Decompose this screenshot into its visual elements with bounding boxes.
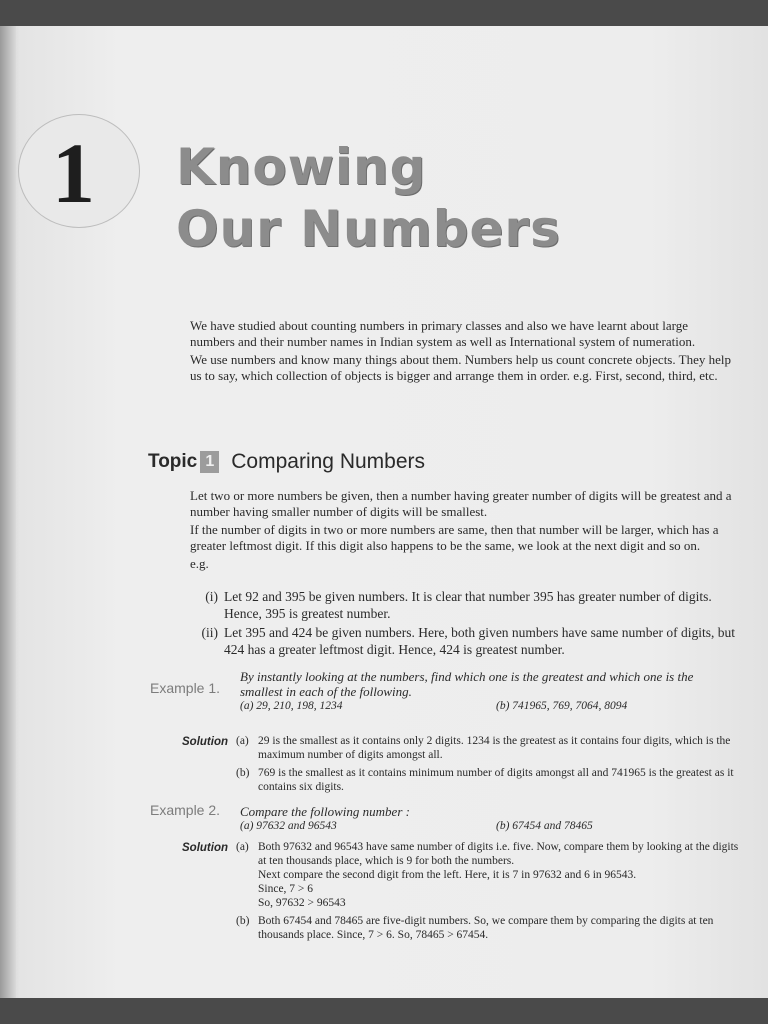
- solution-part-key: (a): [236, 735, 249, 747]
- solution-part: [236, 914, 748, 942]
- example-2-question-text: Compare the following number :: [240, 804, 410, 819]
- solution-part-text: 769 is the smallest as it contains minimum number of digits amongst all and 741965 is the greatest as it contains six digits.: [258, 767, 734, 793]
- example-1-options: [240, 699, 735, 714]
- topic-number-badge: 1: [200, 451, 219, 473]
- topic-heading: [148, 450, 425, 474]
- list-item-number: (i): [205, 589, 218, 604]
- list-item-text: Let 395 and 424 be given numbers. Here, both given numbers have same number of digits, but 424 has a greater leftmost digit. Hence, 424 is greatest number.: [224, 625, 736, 657]
- solution-part-key: (b): [236, 767, 250, 779]
- example-1-solution-label: Solution: [182, 736, 228, 748]
- list-item: [190, 588, 738, 622]
- example-1-option-b: (b) 741965, 769, 7064, 8094: [496, 700, 628, 712]
- chapter-number: 1: [52, 125, 95, 221]
- topic-word: Topic: [148, 451, 198, 472]
- example-1-question: [240, 669, 735, 714]
- example-2-option-a: (a) 97632 and 96543: [240, 820, 337, 832]
- example-1-solution: [236, 734, 748, 794]
- intro-section: [190, 318, 735, 384]
- chapter-title-line1: Knowing: [176, 138, 427, 196]
- solution-part: [236, 840, 748, 868]
- solution-line: So, 97632 > 96543: [258, 897, 346, 909]
- example-list: [190, 588, 738, 658]
- topic-body: [190, 488, 737, 572]
- book-page: [0, 26, 768, 998]
- example-1-question-text: By instantly looking at the numbers, find which one is the greatest and which one is the smallest in each of the following.: [240, 669, 694, 699]
- example-2-question: [240, 804, 735, 834]
- example-2-options: [240, 819, 735, 834]
- solution-part: [236, 734, 748, 762]
- solution-part-text: Both 67454 and 78465 are five-digit numbers. So, we compare them by comparing the digits at ten thousands place. Since, 7 > 6. So, 78465 > 67454.: [258, 915, 714, 941]
- list-item-text: Let 92 and 395 be given numbers. It is clear that number 395 has greater number of digits. Hence, 395 is greatest number.: [224, 589, 712, 621]
- solution-line: Next compare the second digit from the left. Here, it is 7 in 97632 and 6 in 96543.: [258, 869, 637, 881]
- body-paragraph-2: If the number of digits in two or more numbers are same, then that number will be larger, which has a greater leftmost digit. If this digit also happens to be the same, we look at the next digit and so on.: [190, 522, 719, 553]
- chapter-title-line2: Our Numbers: [176, 200, 561, 258]
- intro-paragraph-1: We have studied about counting numbers in primary classes and also we have learnt about large numbers and their number names in Indian system as well as International system of numeration.: [190, 318, 696, 349]
- topic-title: Comparing Numbers: [231, 450, 426, 473]
- example-1-option-a: (a) 29, 210, 198, 1234: [240, 700, 343, 712]
- solution-part-key: (b): [236, 915, 250, 927]
- example-2-option-b: (b) 67454 and 78465: [496, 820, 593, 832]
- book-spine: [0, 26, 16, 998]
- list-item-number: (ii): [201, 625, 218, 640]
- list-item: [190, 624, 738, 658]
- example-2-label: Example 2.: [150, 802, 221, 818]
- solution-part-text: Both 97632 and 96543 have same number of digits i.e. five. Now, compare them by looking at the digits at ten thousands place, which is 9 for both the numbers.: [258, 841, 739, 867]
- eg-label: e.g.: [190, 556, 209, 571]
- intro-paragraph-2: We use numbers and know many things about them. Numbers help us count concrete objects. They help us to say, which collection of objects is bigger and arrange them in order. e.g. First, second, third, etc.: [190, 352, 731, 383]
- example-2-solution: [236, 840, 748, 942]
- example-2-solution-label: Solution: [182, 842, 228, 854]
- solution-part-text: 29 is the smallest as it contains only 2 digits. 1234 is the greatest as it contains four digits, which is the maximum number of digits amongst all.: [258, 735, 731, 761]
- solution-part: [236, 766, 748, 794]
- solution-line: Since, 7 > 6: [258, 883, 314, 895]
- body-paragraph-1: Let two or more numbers be given, then a number having greater number of digits will be greatest and a number having smaller number of digits will be smallest.: [190, 488, 732, 519]
- solution-part-key: (a): [236, 841, 249, 853]
- example-1-label: Example 1.: [150, 680, 221, 696]
